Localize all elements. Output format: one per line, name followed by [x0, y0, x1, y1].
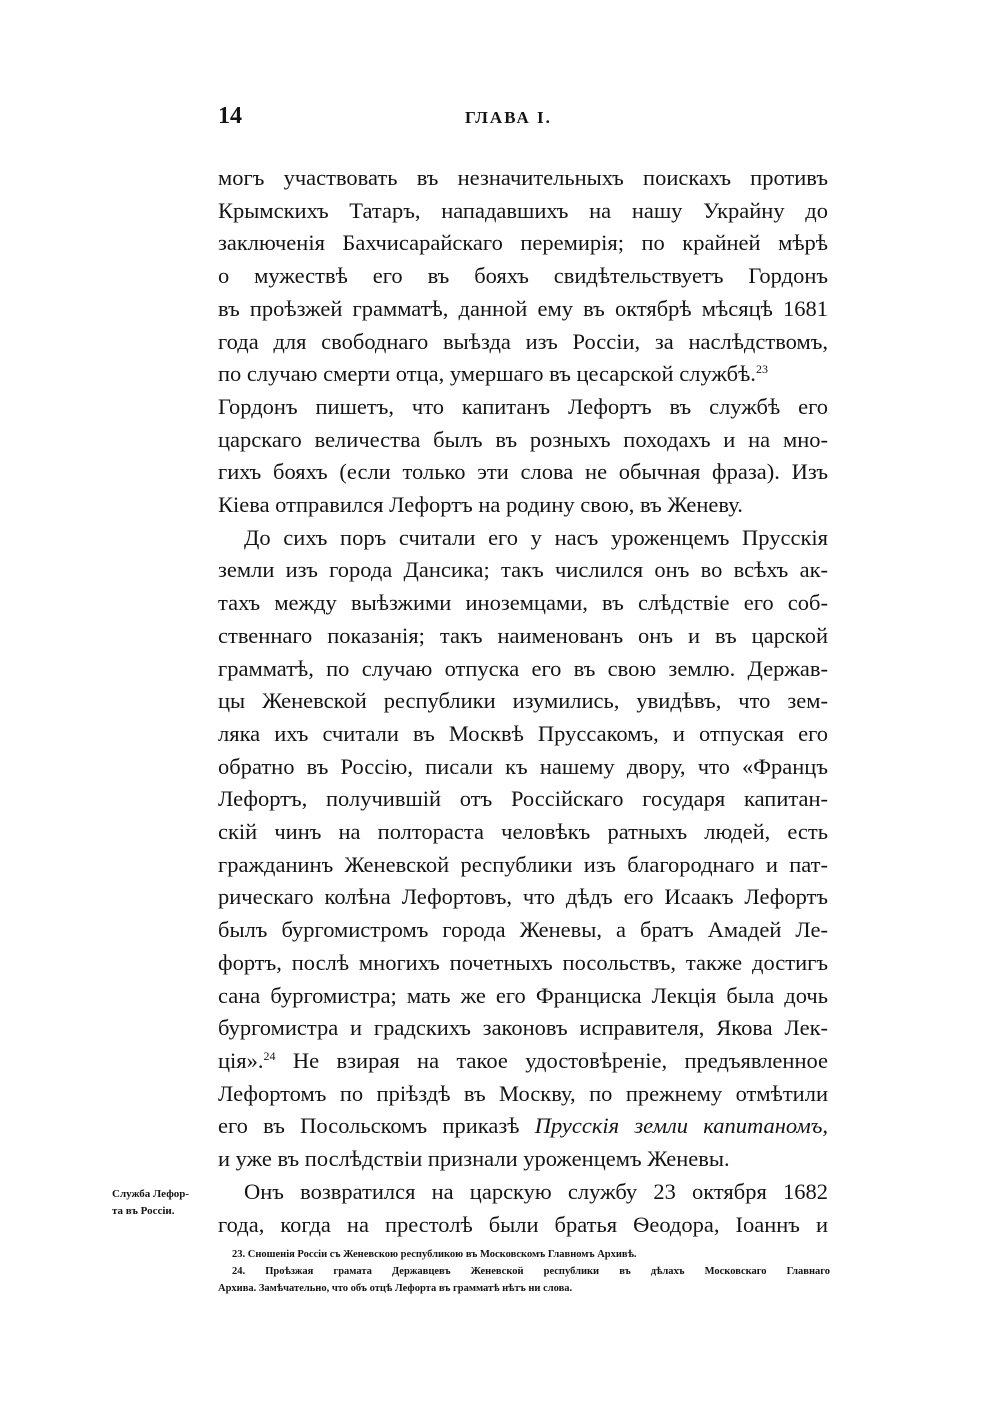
text-line: сана бургомистра; мать же его Франциска Лекція была дочь	[218, 982, 828, 1008]
text-line: грамматѣ, по случаю отпуска его въ свою землю. Держав-	[218, 655, 828, 681]
text-line: Лефортъ, получившій отъ Россійскаго государя капитан-	[218, 786, 828, 812]
text-line-content: его въ Посольскомъ приказѣ	[218, 1113, 535, 1139]
text-line: года, когда на престолѣ были братья Ѳеодора, Іоаннъ и	[218, 1211, 828, 1237]
text-line: царскаго величества былъ въ розныхъ походахъ и на мно-	[218, 426, 828, 452]
footnote-ref-23: 23	[755, 362, 768, 377]
text-line: Крымскихъ Татаръ, нападавшихъ на нашу Украйну до	[218, 197, 828, 223]
text-line: былъ бургомистромъ города Женевы, а братъ Амадей Ле-	[218, 917, 828, 943]
text-line: земли изъ города Дансика; такъ числился онъ во всѣхъ ак-	[218, 557, 828, 583]
footnote-24: 24. Проѣзжая грамата Державцевъ Женевской республики въ дѣлахъ Московскаго Главнаго	[232, 1266, 830, 1277]
text-line	[218, 358, 828, 391]
text-line: въ проѣзжей грамматѣ, данной ему въ октябрѣ мѣсяцѣ 1681	[218, 295, 828, 321]
text-line: обратно въ Россію, писали къ нашему двору, что «Францъ	[218, 753, 828, 779]
footnote-24-continued: Архива. Замѣчательно, что объ отцѣ Лефорта въ грамматѣ нѣтъ ни слова.	[218, 1283, 573, 1294]
text-line-content: Не взирая на такое удостовѣреніе, предъявленное	[275, 1047, 828, 1073]
margin-note	[112, 1186, 212, 1220]
text-line	[218, 1110, 828, 1143]
text-line: ственнаго показанія; такъ наименованъ онъ и въ царской	[218, 622, 828, 648]
margin-note-line: Служба Лефор-	[112, 1188, 190, 1200]
footnotes	[218, 1246, 830, 1297]
text-line: До сихъ поръ считали его у насъ уроженцемъ Прусскія	[244, 524, 828, 550]
text-line: могъ участвовать въ незначительныхъ поискахъ противъ	[218, 165, 828, 190]
text-line: и уже въ послѣдствіи признали уроженцемъ Женевы.	[218, 1146, 730, 1172]
text-line: Лефортомъ по пріѣздѣ въ Москву, по прежнему отмѣтили	[218, 1080, 828, 1106]
text-line-content: по случаю смерти отца, умершаго въ цесарской службѣ.	[218, 361, 756, 387]
text-line: фортъ, послѣ многихъ почетныхъ посольствъ, также достигъ	[218, 949, 828, 975]
text-line-content: ція».	[218, 1047, 264, 1073]
running-head: ГЛАВА I.	[465, 108, 552, 127]
text-line: ляка ихъ считали въ Москвѣ Пруссакомъ, и отпуская его	[218, 720, 828, 746]
text-line: гихъ бояхъ (если только эти слова не обычная фраза). Изъ	[218, 459, 828, 485]
text-line: Онъ возвратился на царскую службу 23 октября 1682	[244, 1178, 828, 1204]
text-line: Кіева отправился Лефортъ на родину свою, въ Женеву.	[218, 492, 743, 518]
text-line	[218, 1045, 828, 1078]
body-text	[218, 162, 828, 1241]
text-line: гражданинъ Женевской республики изъ благороднаго и пат-	[218, 851, 828, 877]
italic-phrase: Прусскія земли капитаномъ,	[534, 1113, 828, 1139]
text-line: бургомистра и градскихъ законовъ исправителя, Якова Лек-	[218, 1015, 828, 1041]
footnote-23: 23. Сношенія Россіи съ Женевскою республикою въ Московскомъ Главномъ Архивѣ.	[232, 1249, 637, 1260]
page-number: 14	[218, 103, 242, 129]
text-line: рическаго колѣна Лефортовъ, что дѣдъ его Исаакъ Лефортъ	[218, 884, 828, 910]
text-line: Гордонъ пишетъ, что капитанъ Лефортъ въ службѣ его	[218, 393, 828, 419]
text-line: года для свободнаго выѣзда изъ Россіи, за наслѣдствомъ,	[218, 328, 828, 354]
text-line: о мужествѣ его въ бояхъ свидѣтельствуетъ Гордонъ	[218, 263, 828, 289]
footnote-ref-24: 24	[263, 1048, 276, 1063]
text-line: цы Женевской республики изумились, увидѣвъ, что зем-	[218, 688, 828, 714]
text-line: тахъ между выѣзжими иноземцами, въ слѣдствіе его соб-	[218, 590, 828, 616]
text-line: заключенія Бахчисарайскаго перемирія; по крайней мѣрѣ	[218, 230, 828, 256]
margin-note-line: та въ Россіи.	[112, 1205, 175, 1217]
text-line: скій чинъ на полтораста человѣкъ ратныхъ людей, есть	[218, 819, 828, 845]
